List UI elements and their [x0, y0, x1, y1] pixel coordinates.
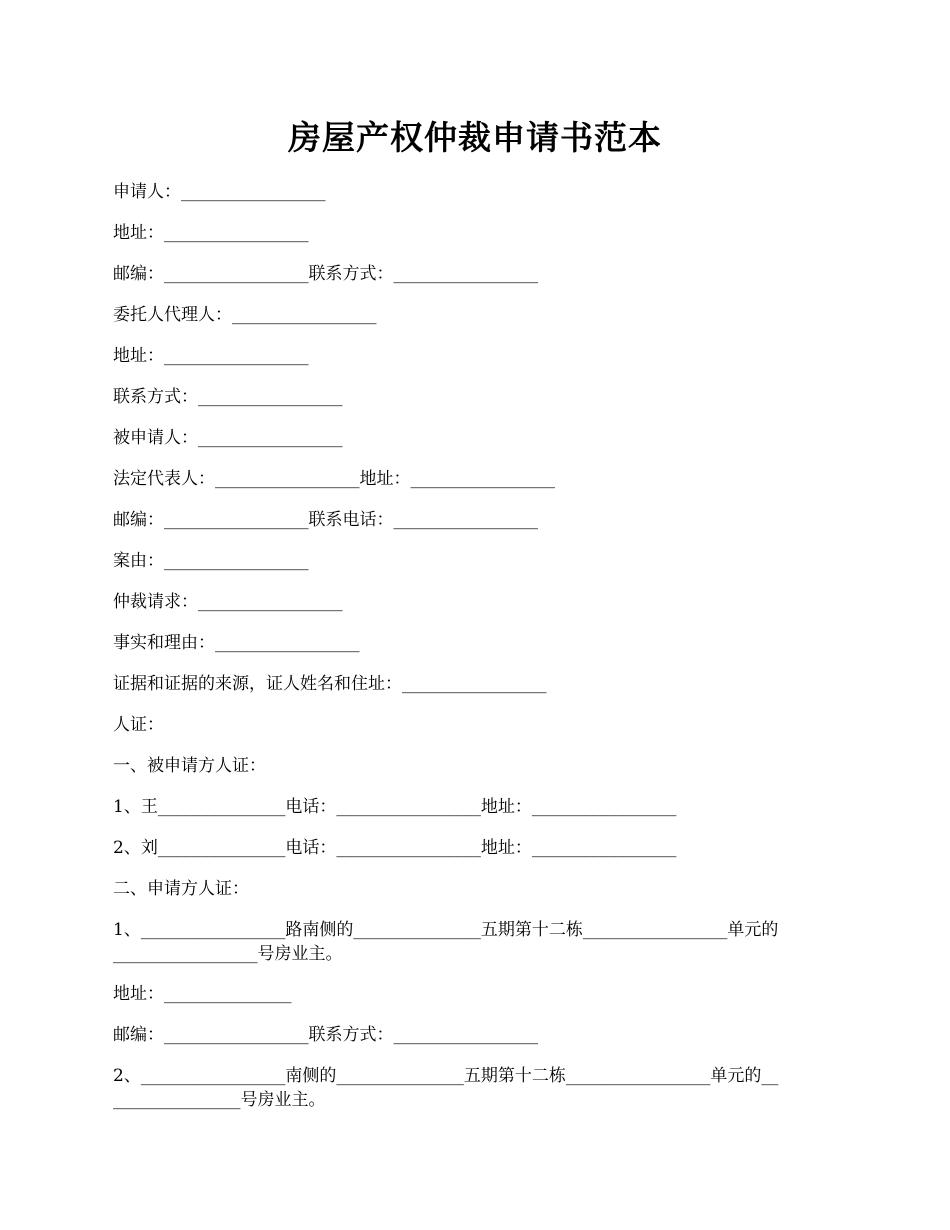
- respondent-witness-1: 1、王_______________电话：_________________地址：_________________: [113, 797, 677, 817]
- case-cause-line: 案由：_________________: [113, 551, 309, 571]
- agent-line: 委托人代理人：_________________: [113, 305, 377, 325]
- legal-rep-address-line: 法定代表人：_________________地址：_________________: [113, 469, 555, 489]
- arbitration-request-line: 仲裁请求：_________________: [113, 592, 343, 612]
- applicant-witness-1: 1、_________________路南侧的_______________五期第十二栋_________________单元的_________________号房业主。: [113, 920, 779, 964]
- applicant-line: 申请人：_________________: [113, 182, 326, 202]
- witness-heading: 人证：: [113, 715, 164, 735]
- respondent-postcode-phone-line: 邮编：_________________联系电话：_________________: [113, 510, 538, 530]
- evidence-line: 证据和证据的来源，证人姓名和住址：_________________: [113, 674, 547, 694]
- applicant-witness-heading: 二、申请方人证：: [113, 879, 249, 899]
- applicant-postcode-contact-line: 邮编：_________________联系方式：_________________: [113, 264, 538, 284]
- respondent-line: 被申请人：_________________: [113, 428, 343, 448]
- applicant-witness-postcode-line: 邮编：_________________联系方式：_________________: [113, 1025, 538, 1045]
- applicant-witness-2: 2、_________________南侧的_______________五期第十二栋_________________单元的__ _______________号房业主。: [113, 1066, 784, 1110]
- agent-contact-line: 联系方式：_________________: [113, 387, 343, 407]
- applicant-witness-address-line: 地址：_______________: [113, 984, 292, 1004]
- respondent-witness-heading: 一、被申请方人证：: [113, 756, 266, 776]
- agent-address-line: 地址：_________________: [113, 346, 309, 366]
- applicant-address-line: 地址：_________________: [113, 223, 309, 243]
- facts-reasons-line: 事实和理由：_________________: [113, 633, 360, 653]
- respondent-witness-2: 2、刘_______________电话：_________________地址：_________________: [113, 838, 677, 858]
- document-title: 房屋产权仲裁申请书范本: [288, 118, 662, 157]
